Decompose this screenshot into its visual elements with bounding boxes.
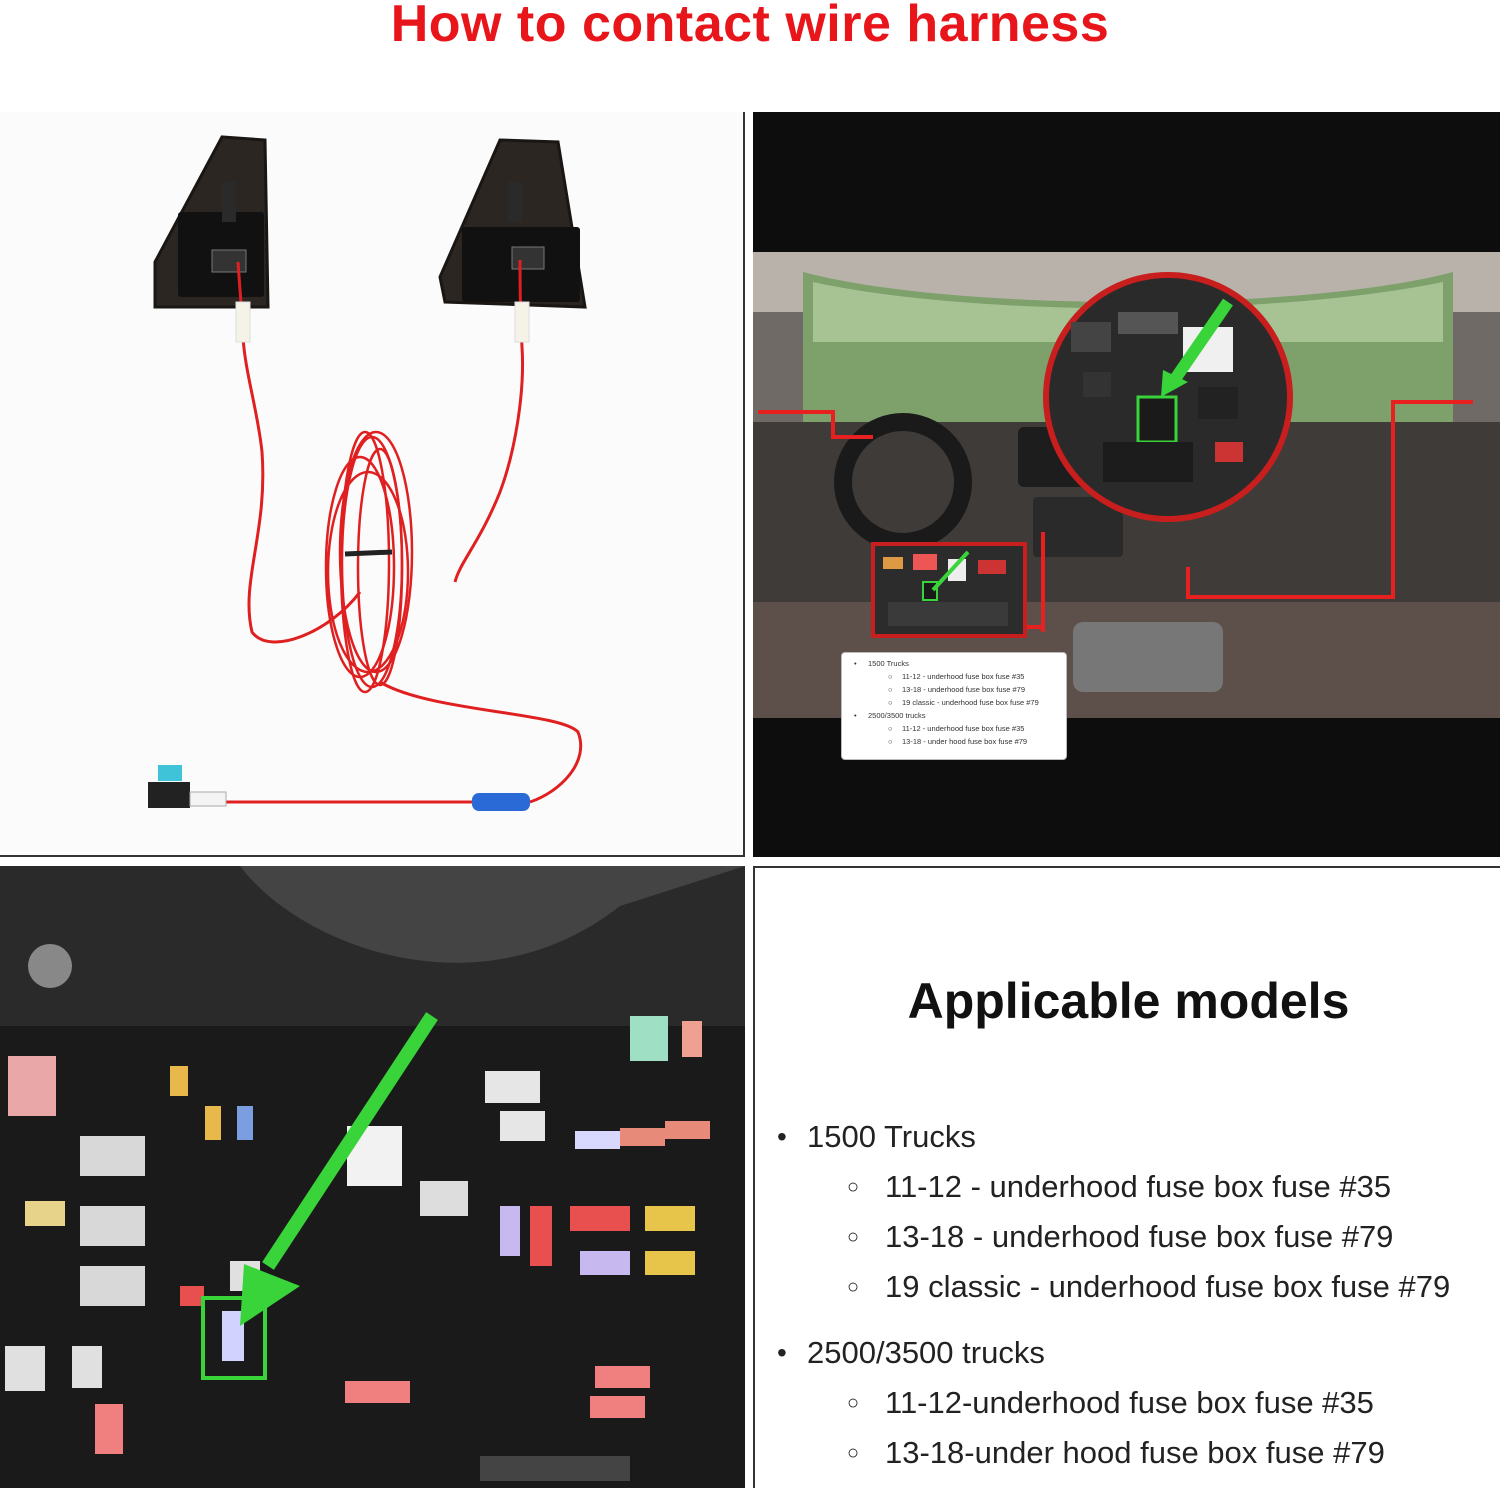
magnifier-circle — [1046, 275, 1290, 519]
circle-bullet-icon: ○ — [847, 1176, 860, 1198]
fuse-box-photo — [0, 866, 745, 1488]
cabin-legend-item: 11-12 - underhood fuse box fuse #35 — [902, 672, 1025, 681]
bullet-icon: • — [777, 1121, 787, 1152]
cabin-legend-group-1: 1500 Trucks — [868, 659, 909, 668]
model-group-1500 — [777, 1112, 1450, 1312]
cabin-legend-item: 19 classic - underhood fuse box fuse #79 — [902, 698, 1039, 707]
model-item: 11-12-underhood fuse box fuse #35 — [885, 1385, 1374, 1420]
cabin-legend-group-2: 2500/3500 trucks — [868, 711, 926, 720]
model-item: 13-18 - underhood fuse box fuse #79 — [885, 1219, 1394, 1254]
models-heading: Applicable models — [907, 973, 1350, 1029]
model-item: 13-18-under hood fuse box fuse #79 — [885, 1435, 1385, 1470]
cabin-legend-item: 13-18 - underhood fuse box fuse #79 — [902, 685, 1026, 694]
circle-bullet-icon: ○ — [847, 1276, 860, 1298]
cabin-legend-box: • 1500 Trucks ○ 11-12 - underhood fuse box fuse #35 ○ 13-18 - underhood fuse box fuse #79 ○ 19 classic - underhood fuse box fuse #79 • 2500/3500 trucks ○ 11-12 - underhood fuse box fuse #35 ○ 13-18 - under hood fuse box fuse #79 — [841, 652, 1067, 760]
model-item: 11-12 - underhood fuse box fuse #35 — [885, 1169, 1392, 1204]
bullet-icon: • — [777, 1337, 787, 1368]
circle-bullet-icon: ○ — [847, 1442, 860, 1464]
fusebox-thumbnail — [873, 544, 1025, 636]
applicable-models-panel — [753, 866, 1500, 1488]
fuse-tap — [148, 765, 226, 808]
cabin-legend-item: 11-12 - underhood fuse box fuse #35 — [902, 724, 1025, 733]
model-group-title: 2500/3500 trucks — [807, 1335, 1045, 1370]
circle-bullet-icon: ○ — [847, 1226, 860, 1248]
page-title: How to contact wire harness — [390, 0, 1110, 53]
model-group-title: 1500 Trucks — [807, 1119, 976, 1154]
circle-bullet-icon: ○ — [847, 1392, 860, 1414]
truck-cabin-photo — [753, 112, 1500, 857]
model-group-2500-3500 — [777, 1328, 1385, 1478]
wire-coil — [326, 432, 412, 692]
left-lamp-housing — [155, 137, 268, 307]
wire-harness-photo — [0, 112, 745, 857]
right-lamp-housing — [440, 140, 585, 307]
model-item: 19 classic - underhood fuse box fuse #79 — [885, 1269, 1451, 1304]
cabin-legend-item: 13-18 - under hood fuse box fuse #79 — [902, 737, 1028, 746]
